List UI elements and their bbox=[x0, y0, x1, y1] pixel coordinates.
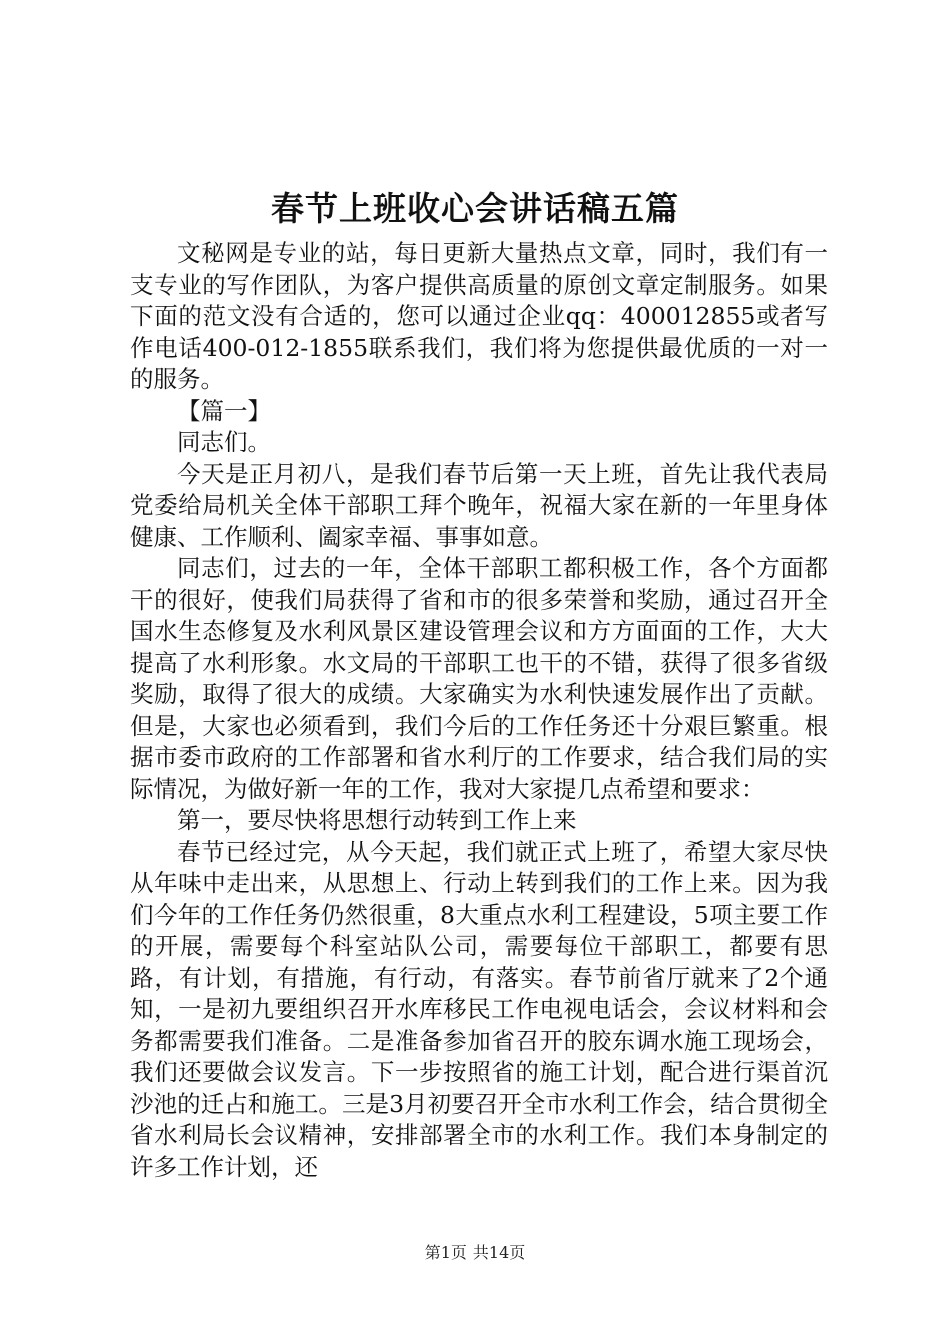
body-paragraph: 春节已经过完，从今天起，我们就正式上班了，希望大家尽快从年味中走出来，从思想上、行动上转到我们的工作上来。因为我们今年的工作任务仍然很重，8大重点水利工程建设，5项主要工作的开展，需要每个科室站队公司，需要每位干部职工，都要有思路，有计划，有措施，有行动，有落实。春节前省厅就来了2个通知，一是初九要组织召开水库移民工作电视电话会，会议材料和会务都需要我们准备。二是准备参加省召开的胶东调水施工现场会，我们还要做会议发言。下一步按照省的施工计划，配合进行渠首沉沙池的迁占和施工。三是3月初要召开全市水利工作会，结合贯彻全省水利局长会议精神，安排部署全市的水利工作。我们本身制定的许多工作计划，还 bbox=[130, 837, 828, 1181]
section-heading: 【篇一】 bbox=[177, 396, 271, 425]
point-heading: 第一，要尽快将思想行动转到工作上来 bbox=[177, 806, 577, 834]
body-paragraph: 同志们，过去的一年，全体干部职工都积极工作，各个方面都干的很好，使我们局获得了省和市的很多荣誉和奖励，通过召开全国水生态修复及水利风景区建设管理会议和方方面面的工作，大大提高了水利形象。水文局的干部职工也干的不错，获得了很多省级奖励，取得了很大的成绩。大家确实为水利快速发展作出了贡献。但是，大家也必须看到，我们今后的工作任务还十分艰巨繁重。根据市委市政府的工作部署和省水利厅的工作要求，结合我们局的实际情况，为做好新一年的工作，我对大家提几点希望和要求： bbox=[130, 554, 828, 803]
salutation: 同志们。 bbox=[177, 428, 271, 456]
document-body bbox=[130, 238, 828, 1183]
document-title: 春节上班收心会讲话稿五篇 bbox=[271, 189, 679, 228]
intro-paragraph: 文秘网是专业的站，每日更新大量热点文章，同时，我们有一支专业的写作团队，为客户提供高质量的原创文章定制服务。如果下面的范文没有合适的，您可以通过企业qq：400012855或者写作电话400-012-1855联系我们，我们将为您提供最优质的一对一的服务。 bbox=[130, 239, 828, 393]
page-total: 共14页 bbox=[472, 1243, 526, 1262]
page-number: 第1页 bbox=[424, 1243, 467, 1262]
body-paragraph: 今天是正月初八，是我们春节后第一天上班，首先让我代表局党委给局机关全体干部职工拜个晚年，祝福大家在新的一年里身体健康、工作顺利、阖家幸福、事事如意。 bbox=[130, 459, 828, 551]
page-footer bbox=[0, 1242, 950, 1264]
